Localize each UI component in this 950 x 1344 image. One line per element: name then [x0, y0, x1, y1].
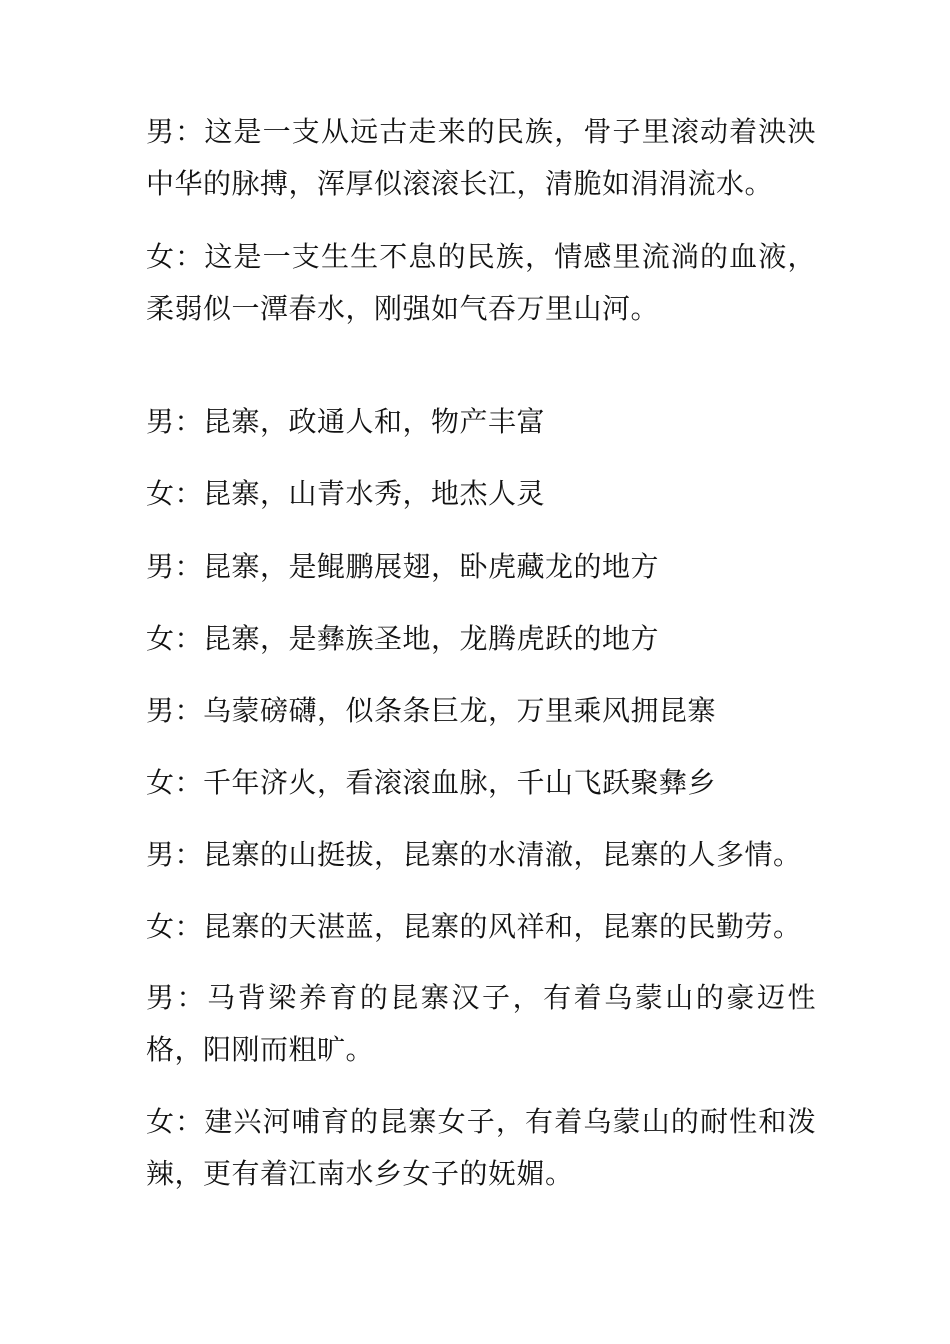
paragraph-male-1: 男：这是一支从远古走来的民族，骨子里滚动着泱泱中华的脉搏，浑厚似滚滚长江，清脆如涓涓流水。: [146, 115, 816, 200]
paragraph-female-4: 女：千年济火，看滚滚血脉，千山飞跃聚彝乡: [146, 766, 717, 799]
paragraph-male-4: 男：乌蒙磅礴，似条条巨龙，万里乘风拥昆寨: [146, 694, 717, 727]
paragraph-female-3: 女：昆寨，是彝族圣地，龙腾虎跃的地方: [146, 622, 660, 655]
paragraph-female-1: 女：这是一支生生不息的民族，情感里流淌的血液，柔弱似一潭春水，刚强如气吞万里山河。: [146, 240, 816, 325]
paragraph-male-2: 男：昆寨，政通人和，物产丰富: [146, 405, 546, 438]
paragraph-female-5: 女：昆寨的天湛蓝，昆寨的风祥和，昆寨的民勤劳。: [146, 910, 802, 943]
paragraph-female-2: 女：昆寨，山青水秀，地杰人灵: [146, 477, 546, 510]
paragraph-male-3: 男：昆寨，是鲲鹏展翅，卧虎藏龙的地方: [146, 550, 660, 583]
paragraph-male-5: 男：昆寨的山挺拔，昆寨的水清澈，昆寨的人多情。: [146, 838, 802, 871]
paragraph-male-6: 男：马背梁养育的昆寨汉子，有着乌蒙山的豪迈性格，阳刚而粗旷。: [146, 981, 816, 1066]
paragraph-female-6: 女：建兴河哺育的昆寨女子，有着乌蒙山的耐性和泼辣，更有着江南水乡女子的妩媚。: [146, 1105, 816, 1190]
